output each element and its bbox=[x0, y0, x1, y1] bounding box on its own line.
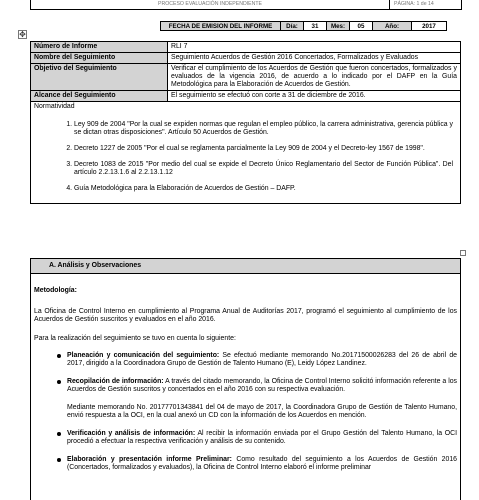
table-row bbox=[31, 64, 461, 91]
page-indicator: PÁGINA: 1 de 14 bbox=[389, 0, 461, 9]
header-bar bbox=[30, 0, 462, 10]
objective-value: Verificar el cumplimiento de los Acuerdos de Gestión que fueron concertados, formalizados y evaluados de la vigencia 2016, de acuerdo a lo indicado por el DAFP en la Guía Metodológica para la Elaboración de Acuerdos de Gestión. bbox=[168, 64, 461, 91]
table-resize-handle[interactable] bbox=[460, 250, 466, 256]
bullet-text: Al recibir la información enviada por el Grupo Gestión del Talento Humano, la OCI procedió a efectuar la respectiva verificación y análisis de su contenido. bbox=[67, 430, 457, 445]
followup-name-value: Seguimiento Acuerdos de Gestión 2016 Concertados, Formalizados y Evaluados bbox=[168, 53, 461, 64]
intro-paragraph: La Oficina de Control Interno en cumplimiento al Programa Anual de Auditorías 2017, programó el seguimiento al cumplimiento de los Acuerdos de Gestión suscritos y evaluados en el año 2016. bbox=[34, 308, 457, 323]
bullet-icon bbox=[57, 380, 61, 384]
section-heading: A. Análisis y Observaciones bbox=[31, 259, 460, 274]
list-item bbox=[34, 456, 457, 472]
objective-label: Objetivo del Seguimiento bbox=[31, 64, 168, 91]
bullet-icon bbox=[57, 458, 61, 462]
regulations-cell bbox=[31, 102, 461, 204]
table-row bbox=[31, 53, 461, 64]
bullet-title: Recopilación de información: bbox=[67, 378, 164, 385]
scope-value: El seguimiento se efectuó con corte a 31 de diciembre de 2016. bbox=[168, 91, 461, 102]
analysis-section bbox=[30, 258, 461, 500]
bullet-title: Planeación y comunicación del seguimiento: bbox=[67, 352, 220, 359]
table-move-icon[interactable]: ✥ bbox=[19, 30, 26, 39]
process-name: PROCESO EVALUACIÓN INDEPENDIENTE bbox=[158, 1, 262, 7]
year-label: Año: bbox=[372, 21, 412, 31]
list-item bbox=[34, 352, 457, 368]
bullet-title: Verificación y análisis de información: bbox=[67, 430, 196, 437]
table-row bbox=[31, 91, 461, 102]
bullet-text: A través del citado memorando, la Oficina de Control Interno solicitó información referente a los Acuerdos de Gestión suscritos y concertados en el año 2016 con su respectiva evaluación. bbox=[67, 378, 457, 393]
report-number-value: RLI 7 bbox=[168, 42, 461, 53]
activities-intro: Para la realización del seguimiento se tuvo en cuenta lo siguiente: bbox=[34, 335, 236, 342]
emission-date-row bbox=[161, 21, 458, 31]
list-item: 4. Guía Metodológica para la Elaboración de Acuerdos de Gestión – DAFP. bbox=[74, 185, 453, 193]
followup-name-label: Nombre del Seguimiento bbox=[31, 53, 168, 64]
month-label: Mes: bbox=[326, 21, 350, 31]
bullet-text: Se efectuó mediante memorando No.20171500026283 del 26 de abril de 2017, dirigido a la Coordinadora Grupo de Gestión de Talento Humano (E), Leidy López Landinez. bbox=[67, 352, 457, 367]
list-item bbox=[34, 378, 457, 394]
table-row bbox=[31, 42, 461, 53]
bullet-title: Elaboración y presentación informe Preliminar: bbox=[67, 456, 232, 463]
month-value: 05 bbox=[349, 21, 373, 31]
report-info-table bbox=[30, 41, 461, 204]
emission-label: FECHA DE EMISION DEL INFORME bbox=[160, 21, 281, 31]
table-row bbox=[31, 102, 461, 204]
scope-label: Alcance del Seguimiento bbox=[31, 91, 168, 102]
bullet-text: Como resultado del seguimiento a los Acuerdos de Gestión 2016 (Concertados, formalizados y evaluados), la Oficina de Control Interno elaboró el informe preliminar bbox=[67, 456, 457, 471]
list-item: 1. Ley 909 de 2004 "Por la cual se expiden normas que regulan el empleo público, la carrera administrativa, gerencia pública y se dictan otras disposiciones". Artículo 50 Acuerdos de Gestión. bbox=[74, 121, 453, 137]
bullet-icon bbox=[57, 432, 61, 436]
regulations-label: Normatividad bbox=[34, 103, 75, 110]
list-item: 2. Decreto 1227 de 2005 "Por el cual se reglamenta parcialmente la Ley 909 de 2004 y el Decreto-ley 1567 de 1998". bbox=[74, 145, 453, 153]
list-item bbox=[34, 430, 457, 446]
methodology-title: Metodología: bbox=[34, 287, 77, 294]
bullet-icon bbox=[57, 354, 61, 358]
regulations-list bbox=[34, 121, 457, 193]
memo-paragraph: Mediante memorando No. 20177701343841 del 04 de mayo de 2017, la Coordinadora Grupo de Gestión de Talento Humano, envió respuesta a la OCI, en la cual anexó un CD con la información de los Acuerdos en mención. bbox=[67, 404, 457, 419]
list-item: 3. Decreto 1083 de 2015 "Por medio del cual se expide el Decreto Único Reglamentario del Sector de Función Pública". Del artículo 2.2.13.1.6 al 2.2.13.1.12 bbox=[74, 161, 453, 177]
report-number-label: Número de Informe bbox=[31, 42, 168, 53]
day-label: Día: bbox=[280, 21, 304, 31]
day-value: 31 bbox=[303, 21, 327, 31]
year-value: 2017 bbox=[411, 21, 447, 31]
